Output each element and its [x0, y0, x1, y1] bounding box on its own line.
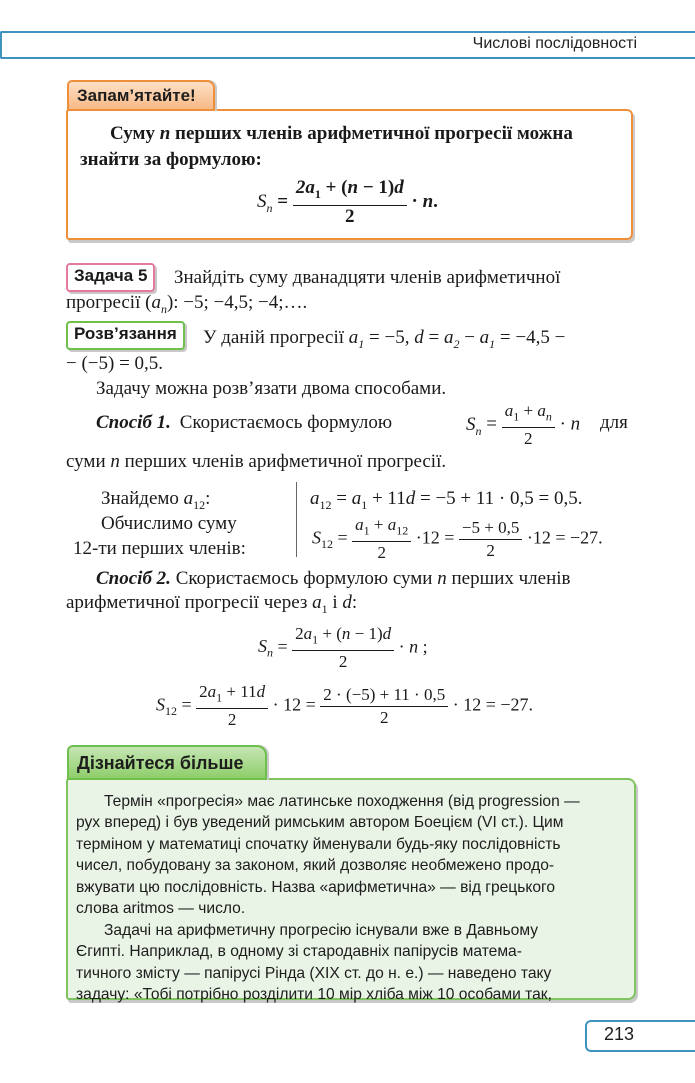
solution-a1-value: = −5,	[369, 327, 410, 348]
learn-line-9: тичного змісту — папірусі Рінда (XIX ст. до н. е.) — наведено таку	[76, 965, 552, 982]
remember-tab: Запам’ятайте!	[67, 80, 215, 111]
calc-label-line1: Обчислимо суму	[101, 513, 237, 534]
way2-text: Скористаємось формулою суми	[175, 568, 433, 589]
solution-text-line2: − (−5) = 0,5.	[66, 353, 164, 374]
s12-tail1: ·12 =	[415, 527, 455, 548]
find-label: Знайдемо $a_{12}$:	[101, 488, 211, 512]
learn-more-tab: Дізнайтеся більше	[67, 745, 267, 780]
way2-line2-text: арифметичної прогресії через	[66, 592, 308, 613]
chapter-title: Числові послідовності	[472, 35, 637, 52]
remember-line1-rest: перших членів арифметичної прогресії можна	[175, 123, 573, 144]
learn-line-6: слова aritmos — число.	[76, 900, 246, 917]
solution-text-line1: У даній прогресії $a_1 = -5$, $d = a_2 - a_1 = -4,5$ −	[203, 327, 566, 351]
learn-line-3: терміном у математиці спочатку йменували будь-яку послідовність	[76, 836, 561, 853]
s12-tail2: ·12 = −27.	[526, 527, 603, 548]
remember-word: Суму	[110, 123, 155, 144]
task-label: Задача 5	[66, 263, 155, 292]
way1-line2-word: суми	[66, 451, 106, 472]
remember-text-line2: знайти за формулою:	[80, 149, 262, 170]
way2-s12-calc: $S_{12}$ = $\frac{2a_1 + 11d}{2}$ · 12 = $\frac{2 \cdot (-5) + 11 \cdot 0,5}{2}$ · 12 = −27.	[156, 682, 534, 730]
way2-line2: арифметичної прогресії через $a_1$ і d:	[66, 592, 358, 616]
remember-formula: $S_n$ = $\frac{2a_1 + (n - 1)d}{2}$ · n.	[257, 177, 438, 227]
page-number-box	[585, 1020, 695, 1052]
learn-line-8: Єгипті. Наприклад, в одному зі стародавніх папірусів матема-	[76, 943, 522, 960]
calc-divider	[296, 482, 297, 557]
two-ways-text: Задачу можна розв’язати двома способами.	[96, 378, 447, 399]
way2-text-rest: перших членів	[451, 568, 571, 589]
remember-formula-fraction: $\frac{2a_1 + (n - 1)d}{2}$	[293, 177, 407, 228]
task-text-line2: прогресії $(a_n)$: −5; −4,5; −4;….	[66, 292, 308, 316]
remember-text-line1	[110, 120, 573, 148]
calc-label-line2: 12-ти перших членів:	[73, 538, 246, 559]
way2-label: Спосіб 2.	[96, 568, 171, 589]
task-sequence: −5; −4,5; −4;….	[183, 292, 308, 313]
way2-formula: $S_n$ = $\frac{2a_1 + (n - 1)d}{2}$ · n ;	[258, 624, 428, 672]
way1-formula: $S_n$ = $\frac{a_1 + a_n}{2}$ · n	[466, 401, 581, 449]
solution-intro: У даній прогресії	[203, 327, 345, 348]
s12-calc: $S_{12}$ = $\frac{a_1 + a_{12}}{2}$ ·12 = $\frac{-5 + 0,5}{2}$ ·12 = −27.	[312, 515, 603, 563]
a12-calc: $a_{12} = a_1 + 11d = -5 + 11 \cdot 0,5 = 0,5$.	[310, 488, 583, 512]
learn-line-4: чисел, побудовану за законом, який дозволяє необмежено продо-	[76, 857, 555, 874]
way2-line1: Спосіб 2. Скористаємось формулою суми n перших членів	[96, 568, 571, 589]
page-number: 213	[604, 1024, 635, 1044]
find-label-text: Знайдемо	[101, 488, 179, 509]
solution-d-value: = −4,5 −	[499, 327, 566, 348]
way1-line2: суми n перших членів арифметичної прогресії.	[66, 451, 447, 472]
remember-n: n	[159, 123, 171, 144]
learn-line-5: вжувати цю послідовність. Назва «арифметична» — від грецького	[76, 879, 556, 896]
way1-label: Спосіб 1.	[96, 412, 171, 433]
task-text-progression: прогресії	[66, 292, 141, 313]
solution-label: Розв’язання	[66, 321, 185, 350]
way1-line	[96, 410, 392, 436]
a12-calc-value: = −5 + 11 · 0,5 = 0,5.	[419, 488, 583, 509]
learn-line-7: Задачі на арифметичну прогресію існували вже в Давньому	[104, 922, 539, 939]
way1-text: Скористаємось формулою	[179, 412, 393, 433]
learn-line-10: задачу: «Тобі потрібно розділити 10 мір хліба між 10 особами так,	[76, 986, 552, 1003]
way1-for: для	[600, 412, 628, 433]
way1-line2-rest: перших членів арифметичної прогресії.	[124, 451, 447, 472]
task-text-line1: Знайдіть суму дванадцяти членів арифметичної	[174, 267, 561, 288]
learn-line-1: Термін «прогресія» має латинське походження (від progression —	[104, 793, 580, 810]
learn-line-2: рух вперед) і був уведений римським автором Боецієм (VI ст.). Цим	[76, 814, 564, 831]
way2-and: і	[332, 592, 338, 613]
